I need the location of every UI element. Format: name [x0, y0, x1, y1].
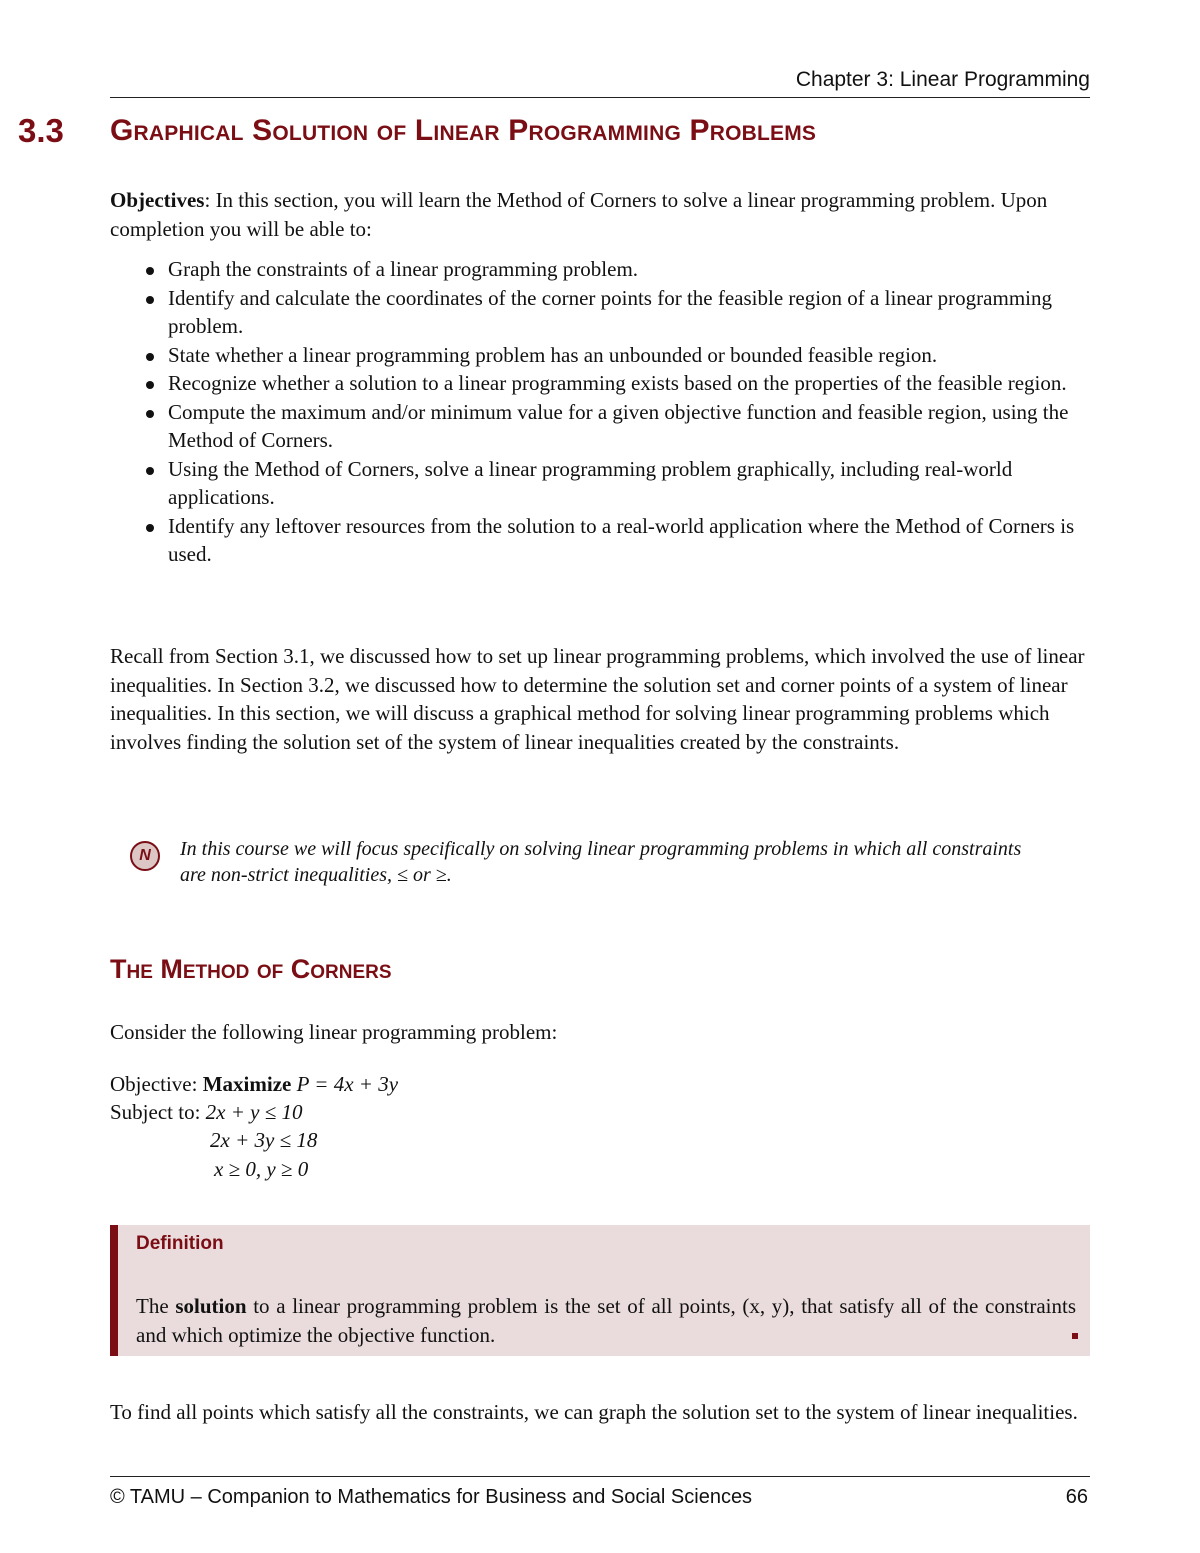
note-text: In this course we will focus specifically on solving linear programming problems in which all constraints are non-strict inequalities, ≤ or ≥. — [180, 838, 1022, 886]
objectives-intro: : In this section, you will learn the Method of Corners to solve a linear programming problem. Upon completion you will be able to: — [110, 188, 1048, 241]
note-icon-letter: N — [139, 847, 151, 864]
note-icon — [130, 841, 160, 871]
objective-label: Objective: — [110, 1072, 203, 1096]
constraint-1: 2x + y ≤ 10 — [205, 1100, 303, 1124]
definition-term: solution — [175, 1294, 247, 1318]
section-number: 3.3 — [18, 112, 64, 149]
definition-pre: The — [136, 1294, 176, 1318]
list-item: State whether a linear programming problem has an unbounded or bounded feasible region. — [146, 341, 1096, 370]
lp-constraint-1 — [110, 1098, 303, 1127]
subject-to-label: Subject to: — [110, 1100, 206, 1124]
list-item: Identify and calculate the coordinates of the corner points for the feasible region of a linear programming problem. — [146, 284, 1096, 341]
consider-paragraph: Consider the following linear programming problem: — [110, 1020, 558, 1044]
recall-paragraph: Recall from Section 3.1, we discussed how to set up linear programming problems, which involved the use of linear inequalities. In Section 3.2, we discussed how to determine the solution set and corner points of a system of linear inequalities. In this section, we will discuss a graphical method for solving linear programming problems which involves finding the solution set of the system of linear inequalities created by the constraints. — [110, 644, 1085, 754]
to-find-paragraph: To find all points which satisfy all the constraints, we can graph the solution set to the system of linear inequalities. — [110, 1400, 1078, 1424]
lp-constraint-3: x ≥ 0, y ≥ 0 — [214, 1157, 309, 1181]
objectives-label: Objectives — [110, 188, 205, 212]
objective-keyword: Maximize — [202, 1072, 292, 1096]
definition-text — [136, 1292, 1076, 1349]
footer-text: © TAMU – Companion to Mathematics for Business and Social Sciences — [110, 1486, 753, 1508]
subsection-title: The Method of Corners — [110, 954, 392, 984]
list-item: Graph the constraints of a linear programming problem. — [146, 255, 1096, 284]
objectives-paragraph — [110, 186, 1095, 243]
section-title: Graphical Solution of Linear Programming Problems — [110, 114, 817, 147]
end-of-definition-icon — [1072, 1333, 1078, 1339]
objective-expression: P = 4x + 3y — [291, 1072, 399, 1096]
definition-box — [110, 1225, 1090, 1356]
list-item: Identify any leftover resources from the solution to a real-world application where the Method of Corners is used. — [146, 512, 1096, 569]
list-item: Compute the maximum and/or minimum value for a given objective function and feasible region, using the Method of Corners. — [146, 398, 1096, 455]
definition-post: to a linear programming problem is the set of all points, (x, y), that satisfy all of the constraints and which optimize the objective function. — [136, 1294, 1076, 1347]
header-rule — [110, 97, 1090, 98]
list-item: Using the Method of Corners, solve a linear programming problem graphically, including real-world applications. — [146, 455, 1096, 512]
list-item: Recognize whether a solution to a linear programming exists based on the properties of the feasible region. — [146, 369, 1096, 398]
footer-rule — [110, 1476, 1090, 1477]
lp-constraint-2: 2x + 3y ≤ 18 — [210, 1128, 318, 1152]
lp-objective — [110, 1070, 398, 1099]
running-head: Chapter 3: Linear Programming — [795, 68, 1090, 91]
page-number: 66 — [1065, 1486, 1088, 1508]
definition-label: Definition — [136, 1233, 224, 1254]
objectives-list — [146, 255, 1096, 569]
